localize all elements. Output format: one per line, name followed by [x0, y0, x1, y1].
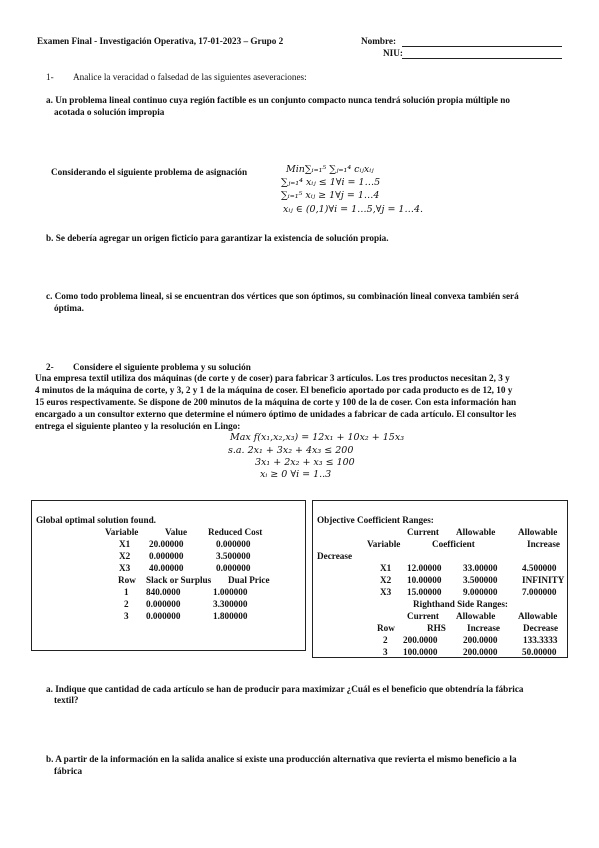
rhs-increase: 200.0000 — [463, 635, 498, 645]
q1-c-line1: c. Como todo problema lineal, si se encuentran dos vértices que son óptimos, su combinación lineal convexa también será — [46, 291, 519, 301]
objective-ranges-title: Objective Coefficient Ranges: — [317, 515, 434, 525]
col-header-slack: Slack or Surplus — [146, 575, 212, 585]
var-name: X2 — [119, 551, 131, 561]
row-dual-price: 1.000000 — [213, 587, 248, 597]
col-header-allowable-1: Allowable — [456, 527, 496, 537]
obj-var: X2 — [380, 575, 392, 585]
q2-text-line4: encargado a un consultor externo que determine el número óptimo de unidades a fabricar de cada artículo. El consultor les — [35, 409, 517, 419]
rhs-header-increase: Increase — [467, 623, 500, 633]
var-reduced-cost: 0.000000 — [216, 539, 251, 549]
q2-text-line5: entrega el siguiente planteo y la resolución en Lingo: — [35, 421, 241, 431]
rhs-header-current: Current — [407, 611, 439, 621]
rhs-decrease: 133.3333 — [523, 635, 558, 645]
q2-text-line3: 15 euros respectivamente. Se dispone de 200 minutos de la máquina de corte y 100 de la de coser. Con esta información han — [35, 397, 517, 407]
nombre-field[interactable] — [402, 46, 562, 47]
row-slack: 0.000000 — [146, 611, 181, 621]
obj-increase: 3.500000 — [463, 575, 498, 585]
obj-var: X1 — [380, 563, 392, 573]
q2-a-line2: textil? — [54, 695, 79, 705]
var-reduced-cost: 3.500000 — [216, 551, 251, 561]
col-header-decrease: Decrease — [317, 551, 353, 561]
assignment-constraint-3: xᵢⱼ ∈ (0,1)∀i = 1…5,∀j = 1…4. — [283, 204, 424, 215]
obj-current: 10.00000 — [407, 575, 442, 585]
row-number: 1 — [124, 587, 129, 597]
q1-b-line: b. Se debería agregar un origen ficticio para garantizar la existencia de solución propia. — [46, 233, 389, 243]
obj-current: 15.00000 — [407, 587, 442, 597]
assignment-constraint-1: ∑ⱼ₌₁⁴ xᵢⱼ ≤ 1∀i = 1…5 — [281, 177, 381, 188]
niu-label: NIU: — [383, 48, 403, 58]
col-header-value: Value — [165, 527, 188, 537]
assignment-constraint-2: ∑ᵢ₌₁⁵ xᵢⱼ ≥ 1∀j = 1…4 — [281, 190, 380, 201]
col-header-current: Current — [407, 527, 439, 537]
var-name: X3 — [119, 563, 131, 573]
var-value: 0.000000 — [149, 551, 184, 561]
q2-heading: Considere el siguiente problema y su solución — [73, 362, 251, 372]
obj-var: X3 — [380, 587, 392, 597]
row-dual-price: 3.300000 — [213, 599, 248, 609]
model-nonnegativity: xᵢ ≥ 0 ∀i = 1..3 — [260, 469, 332, 480]
var-reduced-cost: 0.000000 — [216, 563, 251, 573]
assignment-label: Considerando el siguiente problema de asignación — [51, 167, 248, 177]
niu-field[interactable] — [402, 58, 562, 59]
col-header-variable: Variable — [105, 527, 139, 537]
q1-number: 1- — [46, 72, 54, 82]
rhs-current: 100.0000 — [403, 647, 438, 657]
q1-heading: Analice la veracidad o falsedad de las siguientes aseveraciones: — [73, 72, 307, 82]
q2-b-line1: b. A partir de la información en la salida analice si existe una producción alternativa que revierta el mismo beneficio a la — [46, 754, 517, 764]
rhs-increase: 200.0000 — [463, 647, 498, 657]
row-slack: 0.000000 — [146, 599, 181, 609]
rhs-header-allowable-2: Allowable — [518, 611, 558, 621]
col-header-increase: Increase — [527, 539, 560, 549]
exam-title: Examen Final - Investigación Operativa, 17-01-2023 – Grupo 2 — [37, 36, 284, 46]
nombre-label: Nombre: — [361, 36, 397, 46]
q2-number: 2- — [46, 362, 54, 372]
obj-increase: 33.00000 — [463, 563, 498, 573]
q2-b-line2: fábrica — [54, 766, 83, 776]
var-value: 20.00000 — [149, 539, 184, 549]
col-header-allowable-2: Allowable — [518, 527, 558, 537]
rhs-row: 3 — [383, 647, 388, 657]
row-slack: 840.0000 — [146, 587, 181, 597]
rhs-current: 200.0000 — [403, 635, 438, 645]
col-header-coefficient: Coefficient — [432, 539, 475, 549]
obj-decrease: 7.000000 — [522, 587, 557, 597]
model-objective: Max f(x₁,x₂,x₃) = 12x₁ + 10x₂ + 15x₃ — [230, 432, 404, 443]
col-header-row: Row — [118, 575, 136, 585]
rhs-ranges-title: Righthand Side Ranges: — [413, 599, 508, 609]
obj-increase: 9.000000 — [463, 587, 498, 597]
col-header-dual-price: Dual Price — [228, 575, 270, 585]
model-constraint-1: s.a. 2x₁ + 3x₂ + 4x₃ ≤ 200 — [228, 445, 354, 456]
obj-decrease: 4.500000 — [522, 563, 557, 573]
col-header-reduced-cost: Reduced Cost — [208, 527, 263, 537]
row-number: 2 — [124, 599, 129, 609]
rhs-header-row: Row — [377, 623, 395, 633]
q2-text-line2: 4 minutos de la máquina de corte, y 3, 2 y 1 de la máquina de coser. El beneficio aportado por cada producto es de 12, 10 y — [35, 385, 513, 395]
rhs-row: 2 — [383, 635, 388, 645]
lingo-solution-title: Global optimal solution found. — [36, 515, 156, 525]
rhs-header-rhs: RHS — [427, 623, 446, 633]
q2-a-line1: a. Indique que cantidad de cada artículo se han de producir para maximizar ¿Cuál es el beneficio que obtendría la fábrica — [46, 684, 524, 694]
q2-text-line1: Una empresa textil utiliza dos máquinas (de corte y de coser) para fabricar 3 artículos. Los tres productos necesitan 2, 3 y — [35, 373, 510, 383]
rhs-header-allowable-1: Allowable — [456, 611, 496, 621]
rhs-header-decrease: Decrease — [523, 623, 559, 633]
q1-a-line2: acotada o solución impropia — [54, 107, 165, 117]
q1-a-line1: a. Un problema lineal continuo cuya región factible es un conjunto compacto nunca tendrá solución propia múltiple no — [46, 95, 511, 105]
var-value: 40.00000 — [149, 563, 184, 573]
assignment-objective: Min∑ᵢ₌₁⁵ ∑ⱼ₌₁⁴ cᵢⱼxᵢⱼ — [286, 164, 374, 175]
col-header-variable: Variable — [367, 539, 401, 549]
row-number: 3 — [124, 611, 129, 621]
obj-decrease: INFINITY — [522, 575, 565, 585]
rhs-decrease: 50.00000 — [522, 647, 557, 657]
model-constraint-2: 3x₁ + 2x₂ + x₃ ≤ 100 — [255, 457, 355, 468]
obj-current: 12.00000 — [407, 563, 442, 573]
q1-c-line2: óptima. — [54, 303, 84, 313]
var-name: X1 — [119, 539, 131, 549]
row-dual-price: 1.800000 — [213, 611, 248, 621]
